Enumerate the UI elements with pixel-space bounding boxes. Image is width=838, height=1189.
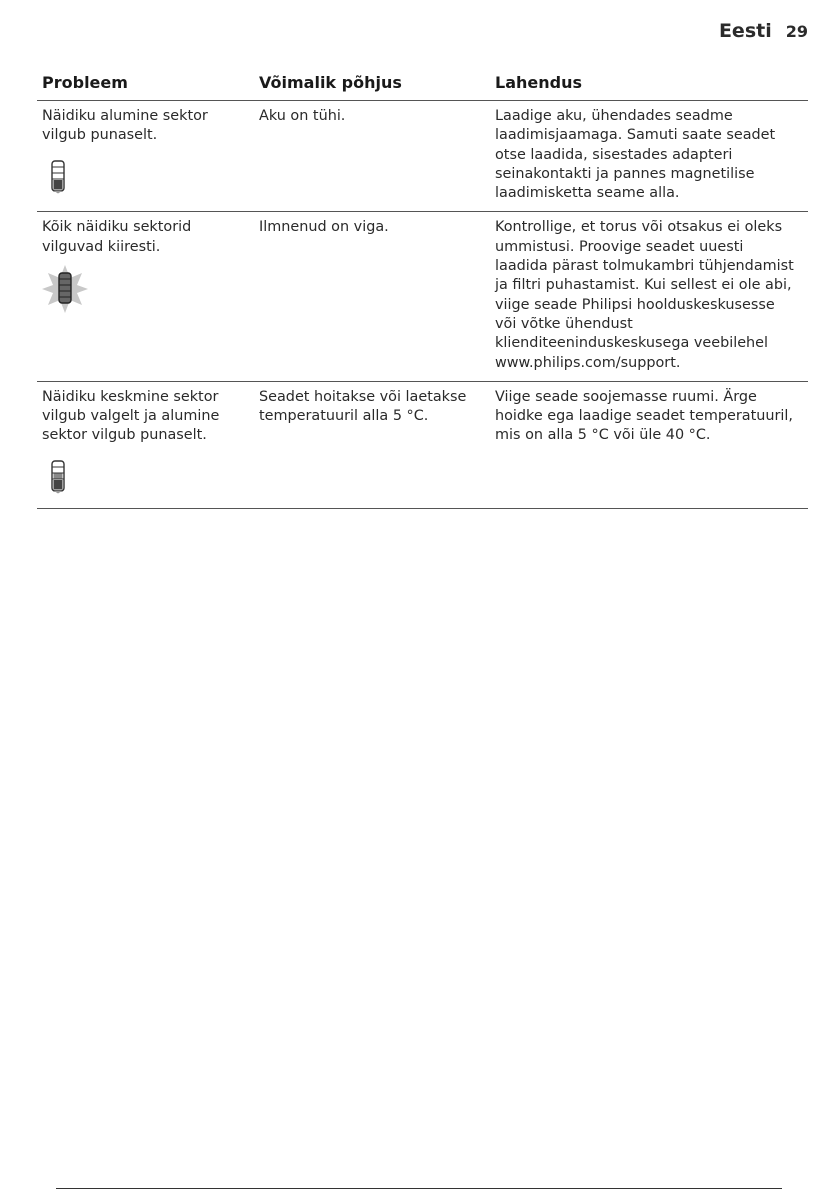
cause-cell: Seadet hoitakse või laetakse temperatuuril alla 5 °C. bbox=[254, 381, 490, 508]
battery-indicator-icon bbox=[51, 460, 65, 494]
page-number: 29 bbox=[785, 22, 808, 41]
solution-cell: Laadige aku, ühendades seadme laadimisjaamaga. Samuti saate seadet otse laadida, sisestades adapteri seinakontakti ja pannes magnetilise laadimisketta seame alla. bbox=[490, 101, 808, 212]
problem-text: Näidiku alumine sektor vilgub punaselt. bbox=[42, 108, 208, 144]
page-header bbox=[719, 20, 808, 42]
cause-cell: Ilmnenud on viga. bbox=[254, 212, 490, 381]
language-label: Eesti bbox=[718, 20, 772, 42]
problem-text: Kõik näidiku sektorid vilguvad kiiresti. bbox=[42, 219, 192, 255]
problem-text: Näidiku keskmine sektor vilgub valgelt ja alumine sektor vilgub punaselt. bbox=[42, 388, 220, 444]
table-header-row bbox=[37, 70, 808, 101]
solution-cell: Viige seade soojemasse ruumi. Ärge hoidke ega laadige seadet temperatuuril, mis on alla 5 °C või üle 40 °C. bbox=[490, 381, 808, 508]
table-row bbox=[37, 381, 808, 508]
table-row bbox=[37, 212, 808, 381]
column-header-problem: Probleem bbox=[37, 70, 254, 101]
column-header-solution: Lahendus bbox=[490, 70, 808, 101]
problem-cell bbox=[37, 212, 254, 381]
problem-cell bbox=[37, 381, 254, 508]
battery-indicator-icon bbox=[51, 160, 65, 194]
cause-cell: Aku on tühi. bbox=[254, 101, 490, 212]
column-header-cause: Võimalik põhjus bbox=[254, 70, 490, 101]
battery-indicator-flashing-icon bbox=[42, 265, 88, 313]
troubleshooting-table bbox=[37, 70, 808, 509]
solution-cell: Kontrollige, et torus või otsakus ei oleks ummistusi. Proovige seadet uuesti laadida pärast tolmukambri tühjendamist ja filtri puhastamist. Kui sellest ei ole abi, viige seade Philipsi hoolduskeskusesse või võtke ühendust klienditeeninduskeskusega veebilehel www.philips.com/support. bbox=[490, 212, 808, 381]
table-row bbox=[37, 101, 808, 212]
problem-cell bbox=[37, 101, 254, 212]
